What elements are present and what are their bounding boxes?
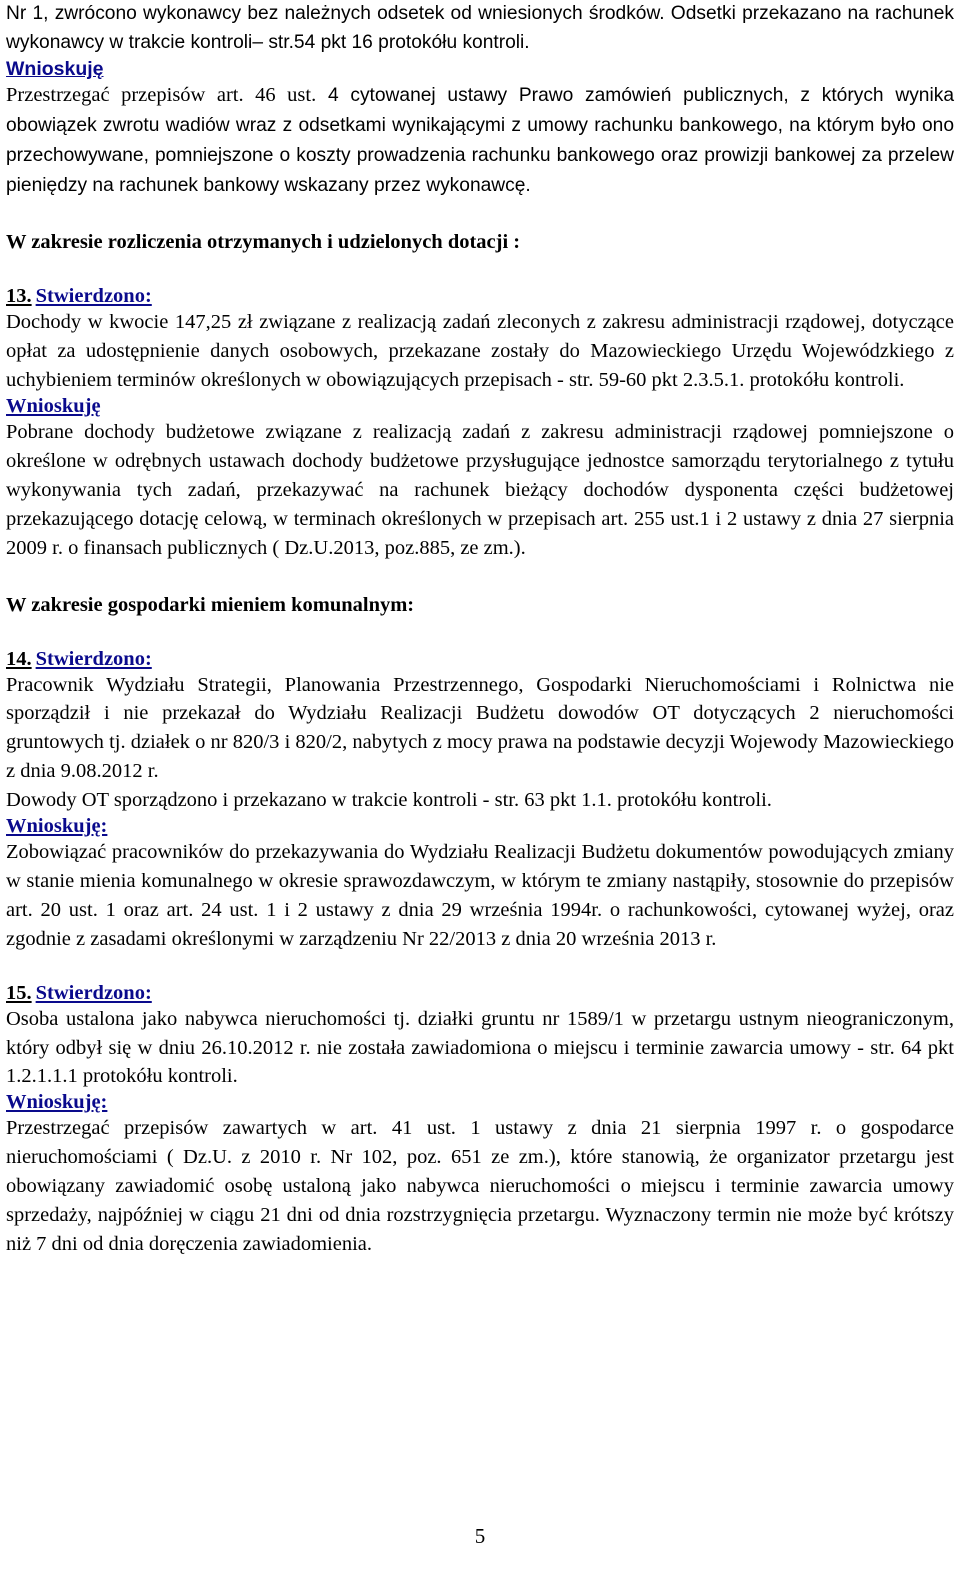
finding-text: Osoba ustalona jako nabywca nieruchomości tj. działki gruntu nr 1589/1 w przetargu ustnym nieograniczonym, który odbył się w dniu 26.10.2012 r. nie została zawiadomiona o miejscu i terminie zawarcia umowy - str. 64 pkt 1.2.1.1.1 protokółu kontroli. xyxy=(6,1007,954,1088)
stwierdzono-label: Stwierdzono: xyxy=(35,981,152,1004)
recommendation-text: Zobowiązać pracowników do przekazywania do Wydziału Realizacji Budżetu dokumentów powodujących zmiany w stanie mienia komunalnego w okresie sprawozdawczym, w którym te zmiany nastąpiły, stosownie do przepisów art. 20 ust. 1 oraz art. 24 ust. 1 i 2 ustawy z dnia 29 września 1994r. o rachunkowości, cytowanej wyżej, oraz zgodnie z zasadami określonymi w zarządzeniu Nr 22/2013 z dnia 20 września 2013 r. xyxy=(6,841,954,950)
wnioskuje-label: Wnioskuję: xyxy=(6,1091,108,1114)
intro-recommendation-serif: Przestrzegać przepisów art. 46 ust. xyxy=(6,83,317,106)
finding-15 xyxy=(6,982,954,1259)
recommendation-text: Pobrane dochody budżetowe związane z realizacją zadań z zakresu administracji rządowej pomniejszone o określone w odrębnych ustawach dochody budżetowe przysługujące jednostce samorządu terytorialnego z tytułu wykonywania tych zadań, przekazywać na rachunek bieżący dochodów dysponenta części budżetowej przekazującego dotację celową, w terminach określonych w przepisach art. 255 ust.1 i 2 ustawy z dnia 27 sierpnia 2009 r. o finansach publicznych ( Dz.U.2013, poz.885, ze zm.). xyxy=(6,421,954,559)
intro-recommendation xyxy=(6,81,954,201)
wnioskuje-label: Wnioskuję xyxy=(6,395,101,418)
intro-recommendation-sans: 4 cytowanej ustawy Prawo zamówień publicznych, z których wynika obowiązek zwrotu wadiów wraz z odsetkami wynikającymi z umowy rachunku bankowego, na którym było ono przechowywane, pomniejszone o koszty prowadzenia rachunku bankowego oraz prowizji bankowej za przelew pieniędzy na rachunek bankowy wskazany przez wykonawcę. xyxy=(6,84,954,196)
finding-text-2: Dowody OT sporządzono i przekazano w trakcie kontroli - str. 63 pkt 1.1. protokółu kontroli. xyxy=(6,789,772,812)
document-page xyxy=(6,0,954,1259)
page-number: 5 xyxy=(474,1524,486,1548)
finding-13 xyxy=(6,285,954,562)
wnioskuje-label: Wnioskuję xyxy=(6,57,104,80)
intro-paragraph: Nr 1, zwrócono wykonawcy bez należnych odsetek od wniesionych środków. Odsetki przekazano na rachunek wykonawcy w trakcie kontroli– str.54 pkt 16 protokółu kontroli. xyxy=(6,3,954,53)
finding-14 xyxy=(6,648,954,954)
finding-text: Pracownik Wydziału Strategii, Planowania Przestrzennego, Gospodarki Nieruchomościami i Rolnictwa nie sporządził i nie przekazał do Wydziału Realizacji Budżetu dowodów OT dotyczących 2 nieruchomości gruntowych tj. działek o nr 820/3 i 820/2, nabytych z mocy prawa na podstawie decyzji Wojewody Mazowieckiego z dnia 9.08.2012 r. xyxy=(6,673,954,783)
stwierdzono-label: Stwierdzono: xyxy=(35,285,152,308)
finding-number: 14. xyxy=(6,647,32,670)
stwierdzono-label: Stwierdzono: xyxy=(35,647,152,670)
intro-recommendation-block xyxy=(6,58,954,201)
section-heading-dotacje: W zakresie rozliczenia otrzymanych i udzielonych dotacji : xyxy=(6,231,521,254)
finding-number: 15. xyxy=(6,981,32,1004)
recommendation-text: Przestrzegać przepisów zawartych w art. 41 ust. 1 ustawy z dnia 21 sierpnia 1997 r. o gospodarce nieruchomościami ( Dz.U. z 2010 r. Nr 102, poz. 651 ze zm.), które stanowią, że organizator przetargu jest obowiązany zawiadomić osobę ustaloną jako nabywca nieruchomości o miejscu i terminie zawarcia umowy sprzedaży, najpóźniej w ciągu 21 dni od dnia rozstrzygnięcia przetargu. Wyznaczony termin nie może być krótszy niż 7 dni od dnia doręczenia zawiadomienia. xyxy=(6,1117,954,1255)
wnioskuje-label: Wnioskuję: xyxy=(6,815,108,838)
finding-number: 13. xyxy=(6,285,32,308)
finding-text: Dochody w kwocie 147,25 zł związane z realizacją zadań zleconych z zakresu administracji rządowej, dotyczące opłat za udostępnienie danych osobowych, przekazane zostały do Mazowieckiego Urzędu Wojewódzkiego z uchybieniem terminów określonych w obowiązujących przepisach - str. 59-60 pkt 2.3.5.1. protokółu kontroli. xyxy=(6,311,954,392)
section-heading-mienie: W zakresie gospodarki mieniem komunalnym: xyxy=(6,593,415,616)
